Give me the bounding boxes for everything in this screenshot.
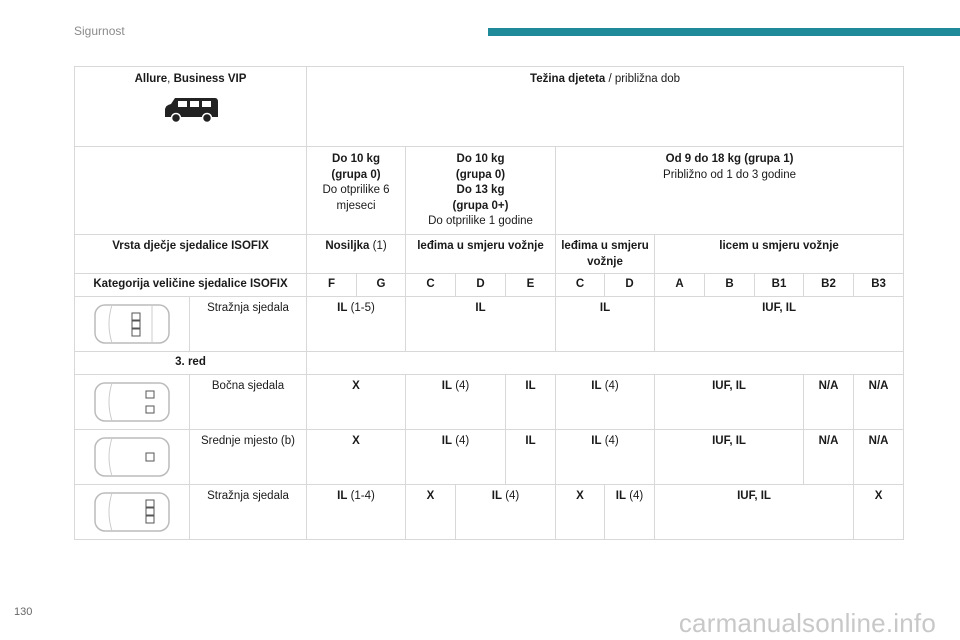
value-note: (1-4)	[347, 490, 375, 503]
row3-rear-value: X	[556, 485, 605, 540]
carrycot-label: Nosiljka	[325, 240, 370, 252]
size-code: G	[357, 274, 406, 297]
row3-side-value: X	[307, 375, 406, 430]
weight-text: Do 13 kg	[456, 184, 505, 197]
row3-rear-value: X	[406, 485, 456, 540]
value-text: IL	[491, 490, 502, 503]
weight-group-0plus	[406, 147, 556, 235]
page-number: 130	[14, 606, 33, 618]
vehicle-title-cell	[75, 67, 307, 147]
size-code: C	[556, 274, 605, 297]
watermark: carmanualsonline.info	[678, 608, 936, 638]
van-icon	[161, 94, 221, 124]
weight-group-1	[556, 147, 904, 235]
row3-side-value: N/A	[804, 375, 854, 430]
row3-side-value	[556, 375, 655, 430]
value-note: (4)	[452, 380, 470, 393]
carrycot-note: (1)	[369, 240, 387, 252]
size-code: B3	[854, 274, 904, 297]
section-label: Sigurnost	[74, 24, 125, 38]
weight-header-cell	[307, 67, 904, 147]
seat-plan-row3-side	[75, 375, 190, 430]
row3-rear-value	[307, 485, 406, 540]
model-separator: ,	[167, 73, 174, 85]
size-row-label: Kategorija veličine sjedalice ISOFIX	[75, 274, 307, 297]
row3-rear-value: X	[854, 485, 904, 540]
value-text: IL	[441, 380, 452, 393]
row2-value-forward: IUF, IL	[655, 297, 904, 352]
row3-middle-value	[406, 430, 506, 485]
value-note: (4)	[452, 435, 470, 448]
row3-rear-value	[456, 485, 556, 540]
value-text: IL	[591, 380, 602, 393]
seat-plan-row3-middle	[75, 430, 190, 485]
row3-middle-label: Srednje mjesto (b)	[190, 430, 307, 485]
weight-text: (grupa 0)	[331, 168, 381, 181]
size-code: B	[705, 274, 755, 297]
size-code: B1	[755, 274, 804, 297]
row3-middle-value: IUF, IL	[655, 430, 804, 485]
row3-middle-value: N/A	[804, 430, 854, 485]
row2-value-rear-2: IL	[556, 297, 655, 352]
size-code: A	[655, 274, 705, 297]
isofix-table	[74, 66, 904, 540]
row3-rear-label: Stražnja sjedala	[190, 485, 307, 540]
row3-rear-value	[605, 485, 655, 540]
size-code: F	[307, 274, 357, 297]
value-note: (1-5)	[347, 302, 375, 315]
weight-text: (grupa 0)	[455, 168, 506, 181]
size-code: D	[605, 274, 655, 297]
weight-text: Približno od 1 do 3 godine	[663, 168, 797, 181]
weight-text: Do 10 kg	[332, 153, 380, 165]
row3-middle-value: X	[307, 430, 406, 485]
size-code: E	[506, 274, 556, 297]
seat-plan-row2	[75, 297, 190, 352]
size-code: C	[406, 274, 456, 297]
size-code: D	[456, 274, 506, 297]
value-text: IL	[441, 435, 452, 448]
row3-middle-value: N/A	[854, 430, 904, 485]
type-carrycot	[307, 235, 406, 274]
value-text: IL	[337, 302, 348, 315]
type-forward-facing: licem u smjeru vožnje	[655, 235, 904, 274]
row3-side-value	[406, 375, 506, 430]
type-row-label: Vrsta dječje sjedalice ISOFIX	[75, 235, 307, 274]
car-plan-middle-icon	[92, 434, 172, 480]
weight-text: Do otprilike 6 mjeseci	[322, 184, 390, 212]
header-accent-bar	[488, 28, 960, 36]
row3-header: 3. red	[75, 352, 307, 375]
weight-text: Do otprilike 1 godine	[428, 215, 533, 228]
value-note: (4)	[601, 380, 619, 393]
row2-value-carrycot	[307, 297, 406, 352]
car-plan-side-icon	[92, 379, 172, 425]
weight-header-bold: Težina djeteta	[530, 73, 606, 85]
row2-value-rear: IL	[406, 297, 556, 352]
weight-text: Od 9 do 18 kg (grupa 1)	[665, 153, 794, 165]
value-text: IL	[337, 490, 348, 503]
row3-side-value: N/A	[854, 375, 904, 430]
car-plan-row2-icon	[92, 301, 172, 347]
size-code: B2	[804, 274, 854, 297]
value-note: (4)	[502, 490, 520, 503]
row3-middle-value: IL	[506, 430, 556, 485]
value-text: IL	[591, 435, 602, 448]
row2-seat-label: Stražnja sjedala	[190, 297, 307, 352]
row3-side-value: IL	[506, 375, 556, 430]
model-allure: Allure	[134, 73, 168, 85]
value-note: (4)	[626, 490, 644, 503]
empty-cell	[307, 352, 904, 375]
weight-header-rest: / približna dob	[605, 73, 681, 85]
weight-group-0	[307, 147, 406, 235]
value-note: (4)	[601, 435, 619, 448]
row3-side-value: IUF, IL	[655, 375, 804, 430]
car-plan-rear-icon	[92, 489, 172, 535]
row3-side-label: Bočna sjedala	[190, 375, 307, 430]
value-text: IL	[615, 490, 626, 503]
type-rear-facing: leđima u smjeru vožnje	[406, 235, 556, 274]
row3-middle-value	[556, 430, 655, 485]
model-business-vip: Business VIP	[173, 73, 247, 85]
weight-text: (grupa 0+)	[452, 199, 509, 212]
seat-plan-row3-rear	[75, 485, 190, 540]
row3-rear-value: IUF, IL	[655, 485, 854, 540]
empty-cell	[75, 147, 307, 235]
weight-text: Do 10 kg	[456, 153, 505, 165]
type-rear-facing-2: leđima u smjeru vožnje	[556, 235, 655, 274]
